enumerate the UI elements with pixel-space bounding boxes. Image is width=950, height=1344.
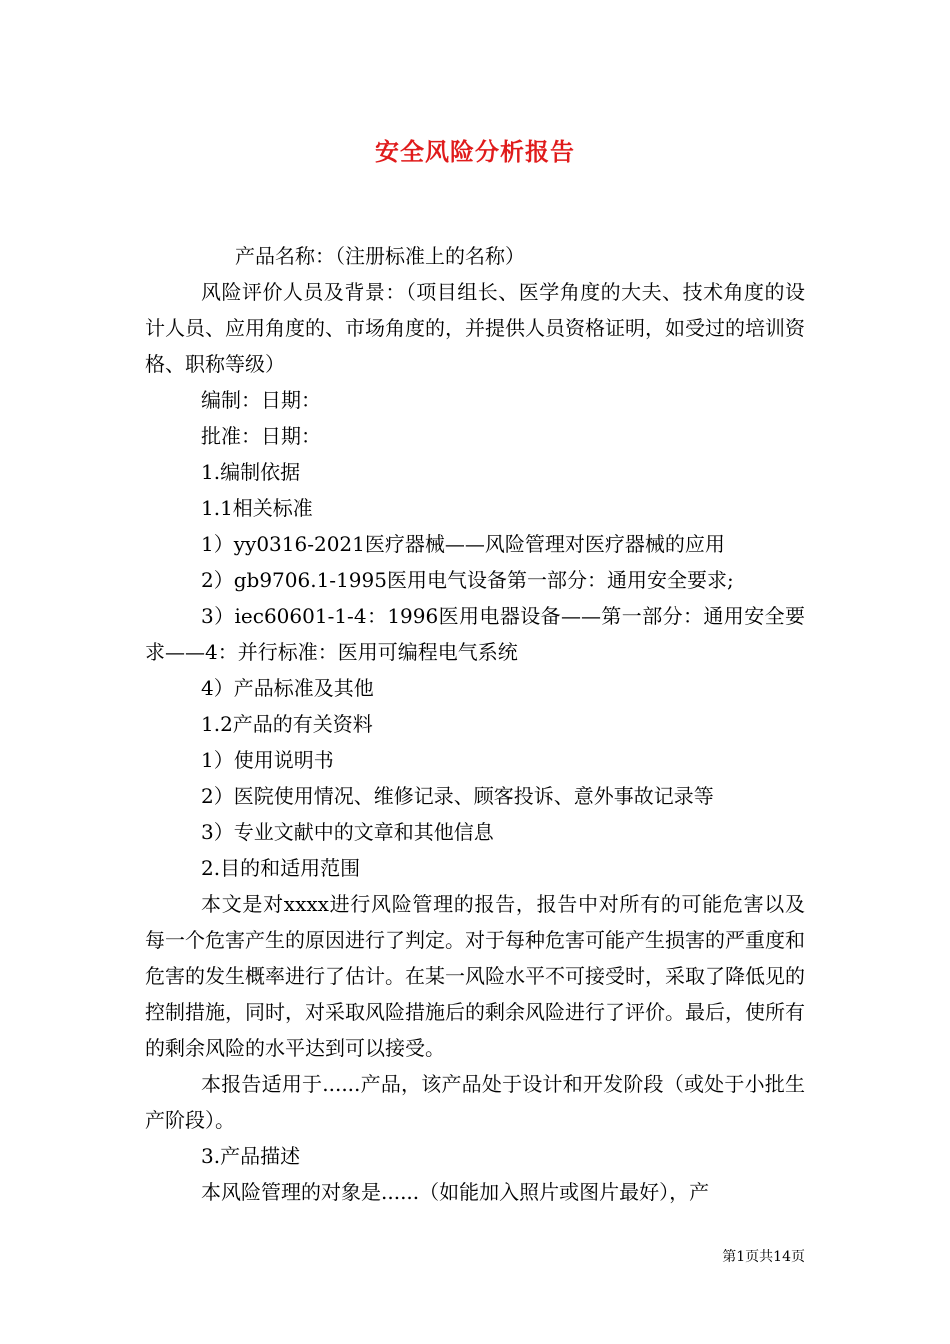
- list-item: 4）产品标准及其他: [201, 676, 374, 700]
- document-body: [145, 238, 805, 1210]
- list-item: 1）使用说明书: [201, 748, 334, 772]
- list-item: 3）专业文献中的文章和其他信息: [201, 820, 494, 844]
- paragraph-scope: 本报告适用于......产品，该产品处于设计和开发阶段（或处于小批生产阶段）。: [145, 1072, 805, 1132]
- page-number-footer: 第1页共14页: [722, 1249, 805, 1265]
- paragraph-product-name: 产品名称：（注册标准上的名称）: [235, 244, 525, 268]
- section-heading-2: 2.目的和适用范围: [201, 856, 361, 880]
- section-heading-1: 1.编制依据: [201, 460, 301, 484]
- list-item: 3）iec60601-1-4：1996医用电器设备——第一部分：通用安全要求——4：并行标准：医用可编程电气系统: [145, 604, 805, 664]
- list-item: 2）gb9706.1-1995医用电气设备第一部分：通用安全要求;: [201, 568, 734, 592]
- section-heading-1-2: 1.2产品的有关资料: [201, 712, 373, 736]
- list-item: 2）医院使用情况、维修记录、顾客投诉、意外事故记录等: [201, 784, 714, 808]
- document-title: 安全风险分析报告: [375, 137, 575, 166]
- section-heading-1-1: 1.1相关标准: [201, 496, 313, 520]
- paragraph-approved-by: 批准：日期：: [201, 424, 321, 448]
- paragraph-evaluators: 风险评价人员及背景：（项目组长、医学角度的大夫、技术角度的设计人员、应用角度的、市场角度的，并提供人员资格证明，如受过的培训资格、职称等级）: [145, 280, 805, 376]
- list-item: 1）yy0316-2021医疗器械——风险管理对医疗器械的应用: [201, 532, 725, 556]
- section-heading-3: 3.产品描述: [201, 1144, 301, 1168]
- paragraph-product-description: 本风险管理的对象是......（如能加入照片或图片最好），产: [201, 1180, 710, 1204]
- paragraph-purpose: 本文是对xxxx进行风险管理的报告，报告中对所有的可能危害以及每一个危害产生的原因进行了判定。对于每种危害可能产生损害的严重度和危害的发生概率进行了估计。在某一风险水平不可接受时，采取了降低见的控制措施，同时，对采取风险措施后的剩余风险进行了评价。最后，使所有的剩余风险的水平达到可以接受。: [145, 892, 805, 1060]
- paragraph-compiled-by: 编制：日期：: [201, 388, 321, 412]
